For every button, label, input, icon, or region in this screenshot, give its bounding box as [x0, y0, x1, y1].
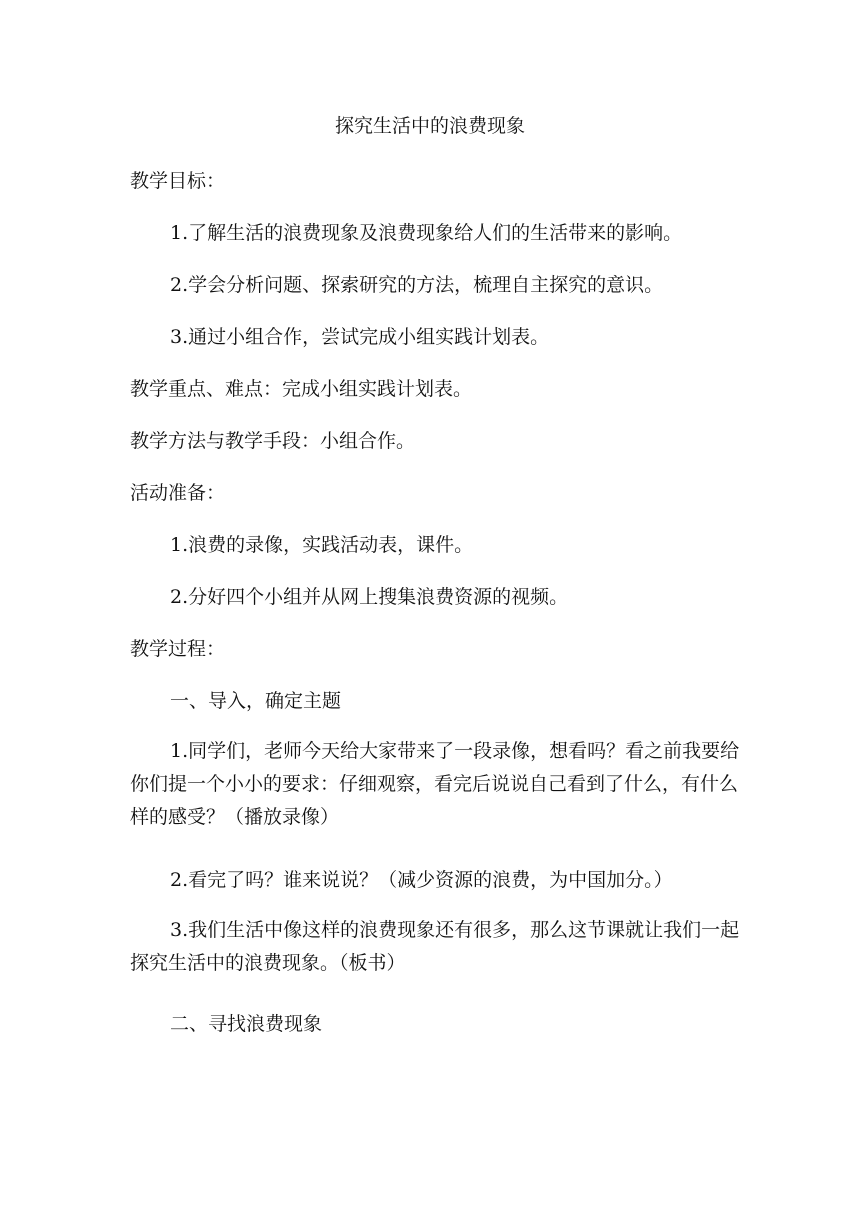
preparation-item: 2.分好四个小组并从网上搜集浪费资源的视频。 — [170, 586, 569, 608]
methods-line: 教学方法与教学手段：小组合作。 — [130, 430, 416, 452]
key-points-line: 教学重点、难点：完成小组实践计划表。 — [130, 378, 473, 400]
objectives-heading: 教学目标： — [130, 170, 226, 192]
objective-item: 2.学会分析问题、探索研究的方法，梳理自主探究的意识。 — [170, 274, 664, 296]
objective-item: 3.通过小组合作，尝试完成小组实践计划表。 — [170, 326, 550, 348]
document-title: 探究生活中的浪费现象 — [334, 115, 525, 137]
objective-item: 1.了解生活的浪费现象及浪费现象给人们的生活带来的影响。 — [170, 222, 683, 244]
preparation-heading: 活动准备： — [130, 482, 226, 504]
section-heading: 一、导入，确定主题 — [170, 690, 342, 712]
section-heading: 二、寻找浪费现象 — [170, 1013, 323, 1035]
process-paragraph: 3.我们生活中像这样的浪费现象还有很多，那么这节课就让我们一起探究生活中的浪费现象。（板书） — [130, 919, 740, 974]
process-heading: 教学过程： — [130, 638, 226, 660]
preparation-item: 1.浪费的录像，实践活动表，课件。 — [170, 534, 474, 556]
process-paragraph: 2.看完了吗？谁来说说？（减少资源的浪费，为中国加分。） — [170, 869, 673, 891]
process-paragraph: 1.同学们，老师今天给大家带来了一段录像，想看吗？看之前我要给你们提一个小小的要求：仔细观察，看完后说说自己看到了什么，有什么样的感受？（播放录像） — [130, 740, 740, 828]
